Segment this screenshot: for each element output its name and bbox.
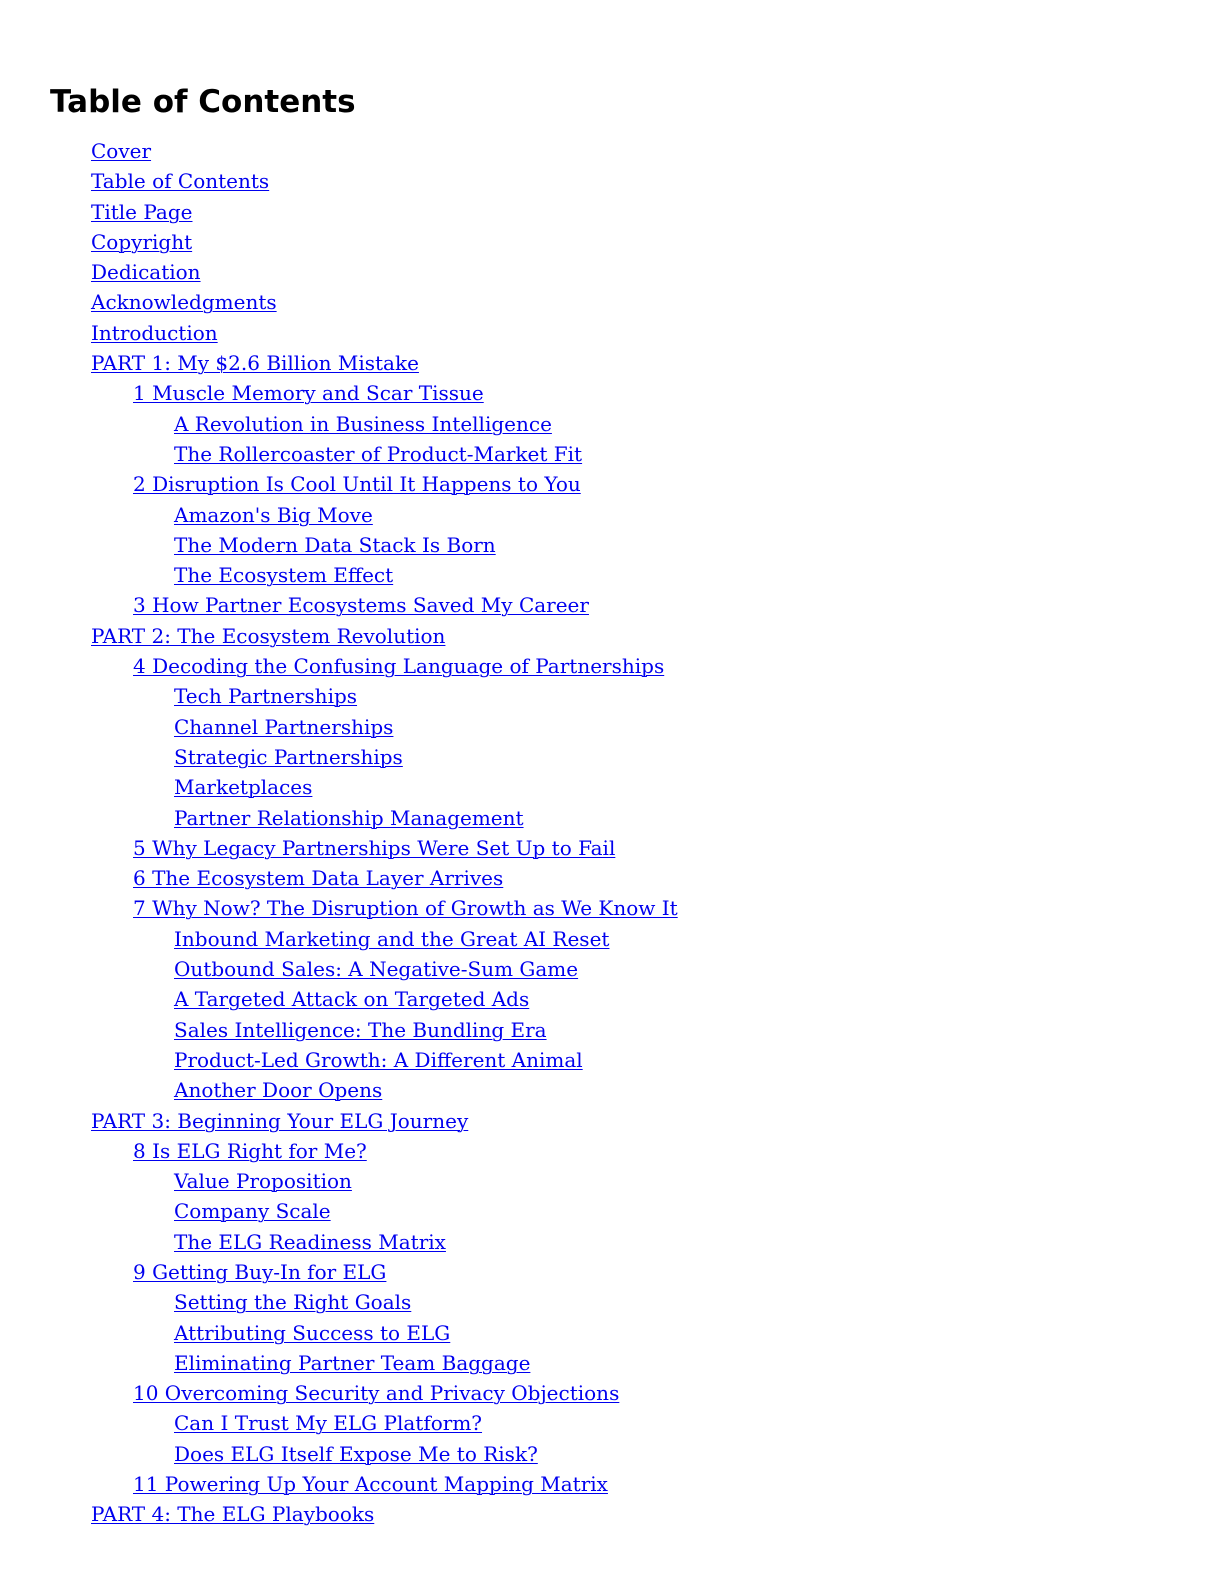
toc-link[interactable]: Sales Intelligence: The Bundling Era	[174, 1017, 547, 1042]
toc-entry	[0, 1106, 678, 1136]
toc-link[interactable]: 11 Powering Up Your Account Mapping Matrix	[133, 1472, 608, 1497]
toc-link[interactable]: Product-Led Growth: A Different Animal	[174, 1047, 583, 1072]
toc-entry	[0, 1196, 678, 1226]
toc-entry	[0, 803, 678, 833]
toc-link[interactable]: 1 Muscle Memory and Scar Tissue	[133, 381, 484, 406]
toc-link[interactable]: Cover	[91, 139, 152, 163]
toc-link[interactable]: 3 How Partner Ecosystems Saved My Career	[133, 593, 589, 618]
toc-entry	[0, 227, 678, 257]
toc-entry	[0, 651, 678, 681]
toc-link[interactable]: PART 3: Beginning Your ELG Journey	[91, 1108, 469, 1133]
toc-entry	[0, 681, 678, 711]
toc-entry	[0, 1469, 678, 1499]
toc-link[interactable]: A Revolution in Business Intelligence	[174, 411, 552, 436]
toc-link[interactable]: Another Door Opens	[174, 1078, 383, 1103]
toc-link[interactable]: Attributing Success to ELG	[174, 1320, 451, 1345]
toc-entry	[0, 1378, 678, 1408]
toc-link[interactable]: PART 4: The ELG Playbooks	[91, 1502, 375, 1527]
toc-link[interactable]: PART 1: My $2.6 Billion Mistake	[91, 351, 419, 376]
toc-link[interactable]: 10 Overcoming Security and Privacy Objections	[133, 1381, 620, 1406]
toc-entry	[0, 1045, 678, 1075]
toc-link[interactable]: The ELG Readiness Matrix	[174, 1229, 446, 1254]
toc-link[interactable]: Tech Partnerships	[174, 684, 358, 709]
toc-entry	[0, 287, 678, 317]
toc-link[interactable]: Partner Relationship Management	[174, 805, 524, 830]
toc-entry	[0, 439, 678, 469]
toc-link[interactable]: Can I Trust My ELG Platform?	[174, 1411, 483, 1436]
toc-link[interactable]: Company Scale	[174, 1199, 331, 1224]
toc-entry	[0, 197, 678, 227]
toc-entry	[0, 1499, 678, 1529]
toc-entry	[0, 1318, 678, 1348]
toc-link[interactable]: The Ecosystem Effect	[174, 563, 394, 588]
toc-link[interactable]: Channel Partnerships	[174, 714, 394, 739]
toc-link[interactable]: Does ELG Itself Expose Me to Risk?	[174, 1441, 538, 1466]
toc-entry	[0, 863, 678, 893]
toc-entry	[0, 1227, 678, 1257]
toc-link[interactable]: 7 Why Now? The Disruption of Growth as We Know It	[133, 896, 678, 921]
toc-entry	[0, 136, 678, 166]
toc-link[interactable]: Setting the Right Goals	[174, 1290, 412, 1315]
toc-entry	[0, 1439, 678, 1469]
toc-link[interactable]: Outbound Sales: A Negative-Sum Game	[174, 957, 579, 982]
toc-link[interactable]: Title Page	[91, 199, 193, 224]
toc-entry	[0, 590, 678, 620]
toc-entry	[0, 500, 678, 530]
toc-entry	[0, 1257, 678, 1287]
toc-entry	[0, 893, 678, 923]
toc-link[interactable]: A Targeted Attack on Targeted Ads	[174, 987, 530, 1012]
toc-link[interactable]: The Rollercoaster of Product-Market Fit	[174, 441, 583, 466]
toc-entry	[0, 166, 678, 196]
toc-list	[0, 136, 678, 1530]
toc-entry	[0, 1166, 678, 1196]
toc-link[interactable]: Introduction	[91, 320, 218, 345]
toc-entry	[0, 257, 678, 287]
toc-entry	[0, 469, 678, 499]
toc-link[interactable]: The Modern Data Stack Is Born	[174, 532, 496, 557]
toc-link[interactable]: 6 The Ecosystem Data Layer Arrives	[133, 866, 504, 891]
toc-entry	[0, 348, 678, 378]
toc-link[interactable]: 5 Why Legacy Partnerships Were Set Up to Fail	[133, 835, 616, 860]
toc-entry	[0, 712, 678, 742]
toc-link[interactable]: Inbound Marketing and the Great AI Reset	[174, 926, 610, 951]
toc-link[interactable]: Copyright	[91, 229, 193, 254]
toc-link[interactable]: Marketplaces	[174, 775, 313, 800]
toc-link[interactable]: Table of Contents	[91, 169, 270, 194]
toc-entry	[0, 984, 678, 1014]
toc-link[interactable]: 2 Disruption Is Cool Until It Happens to You	[133, 472, 581, 497]
toc-entry	[0, 924, 678, 954]
toc-link[interactable]: Amazon's Big Move	[174, 502, 373, 527]
toc-entry	[0, 1348, 678, 1378]
toc-link[interactable]: Acknowledgments	[91, 290, 277, 315]
toc-entry	[0, 954, 678, 984]
toc-link[interactable]: Strategic Partnerships	[174, 744, 403, 769]
toc-entry	[0, 621, 678, 651]
toc-link[interactable]: Dedication	[91, 260, 201, 285]
toc-link[interactable]: Value Proposition	[174, 1169, 352, 1194]
toc-entry	[0, 772, 678, 802]
toc-link[interactable]: PART 2: The Ecosystem Revolution	[91, 623, 446, 648]
toc-entry	[0, 833, 678, 863]
toc-entry	[0, 378, 678, 408]
toc-entry	[0, 1136, 678, 1166]
page-title: Table of Contents	[50, 84, 356, 120]
toc-link[interactable]: Eliminating Partner Team Baggage	[174, 1350, 531, 1375]
toc-entry	[0, 409, 678, 439]
toc-entry	[0, 530, 678, 560]
toc-entry	[0, 1075, 678, 1105]
toc-entry	[0, 1287, 678, 1317]
toc-entry	[0, 318, 678, 348]
toc-link[interactable]: 4 Decoding the Confusing Language of Partnerships	[133, 654, 665, 679]
toc-entry	[0, 742, 678, 772]
toc-entry	[0, 1408, 678, 1438]
toc-link[interactable]: 9 Getting Buy-In for ELG	[133, 1259, 387, 1284]
toc-link[interactable]: 8 Is ELG Right for Me?	[133, 1138, 367, 1163]
toc-entry	[0, 560, 678, 590]
toc-entry	[0, 1015, 678, 1045]
